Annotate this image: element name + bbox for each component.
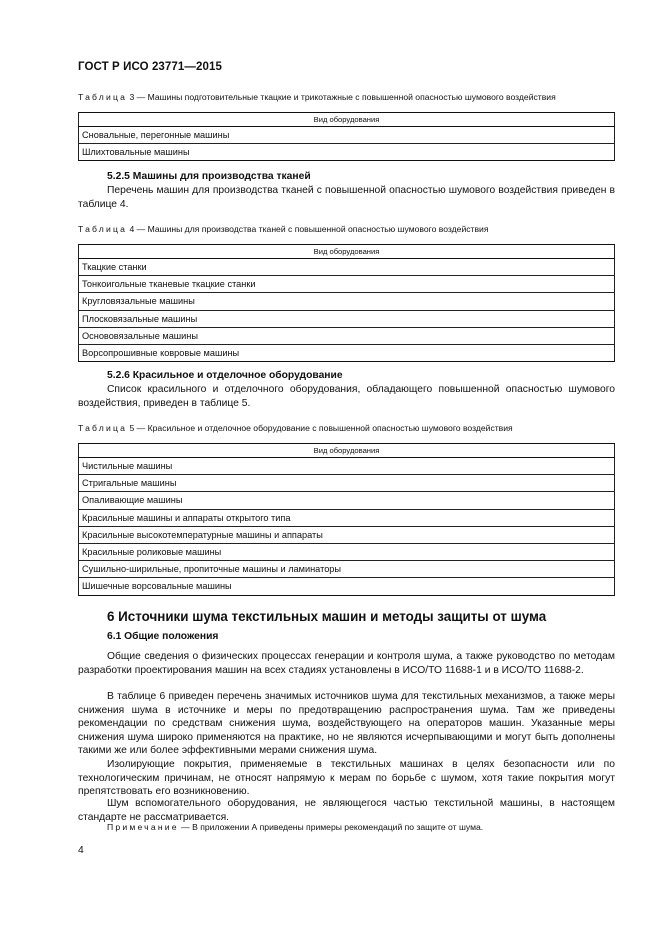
caption-text: 5 — Красильное и отделочное оборудование с повышенной опасностью шумового воздействия xyxy=(127,423,513,433)
table-row xyxy=(79,293,615,310)
table-cell: Опаливающие машины xyxy=(79,492,615,509)
table-row xyxy=(79,509,615,526)
table-cell: Чистильные машины xyxy=(79,458,615,475)
table-row xyxy=(79,458,615,475)
note-text: — В приложении А приведены примеры рекомендаций по защите от шума. xyxy=(178,822,484,832)
table-3-caption xyxy=(78,92,556,102)
table-cell: Красильные высокотемпературные машины и аппараты xyxy=(79,526,615,543)
table-row xyxy=(79,475,615,492)
table-row xyxy=(79,276,615,293)
paragraph-text: Перечень машин для производства тканей с повышенной опасностью шумового воздействия приведен в таблице 4. xyxy=(78,185,615,210)
table-cell: Шишечные ворсовальные машины xyxy=(79,578,615,595)
caption-label: Таблица xyxy=(78,224,128,234)
table-row xyxy=(79,578,615,595)
column-header: Вид оборудования xyxy=(79,113,615,127)
column-header: Вид оборудования xyxy=(79,245,615,259)
table-row xyxy=(79,543,615,560)
table-cell: Стригальные машины xyxy=(79,475,615,492)
table-5 xyxy=(78,443,615,596)
caption-text: 4 — Машины для производства тканей с повышенной опасностью шумового воздействия xyxy=(127,224,489,234)
paragraph-text: Шум вспомогательного оборудования, не являющегося частью текстильной машины, в настоящем стандарте не рассматривается. xyxy=(78,798,615,823)
paragraph-text: Список красильного и отделочного оборудования, обладающего повышенной опасностью шумового воздействия, приведен в таблице 5. xyxy=(78,384,615,409)
section-6-1-paragraph-4 xyxy=(78,797,615,824)
table-cell: Сновальные, перегонные машины xyxy=(79,127,615,144)
table-row xyxy=(79,127,615,144)
table-cell: Красильные роликовые машины xyxy=(79,543,615,560)
section-6-1-paragraph-3 xyxy=(78,758,615,799)
section-5-2-5-text xyxy=(78,184,615,211)
table-3 xyxy=(78,112,615,161)
section-6-heading: 6 Источники шума текстильных машин и методы защиты от шума xyxy=(107,609,547,624)
caption-label: Таблица xyxy=(78,423,128,433)
section-5-2-6-text xyxy=(78,383,615,410)
page-number: 4 xyxy=(78,845,84,856)
section-6-1-paragraph-2 xyxy=(78,690,615,758)
table-cell: Шлихтовальные машины xyxy=(79,144,615,161)
section-6-1-paragraph-1 xyxy=(78,650,615,677)
table-row xyxy=(79,526,615,543)
table-cell: Ткацкие станки xyxy=(79,259,615,276)
table-5-caption xyxy=(78,423,513,433)
table-row xyxy=(79,259,615,276)
table-cell: Тонкоигольные тканевые ткацкие станки xyxy=(79,276,615,293)
paragraph-text: Общие сведения о физических процессах генерации и контроля шума, а также руководство по методам разработки проектирования машин на всех стадиях установлены в ИСО/ТО 11688-1 и в ИСО/ТО 11688-2. xyxy=(78,651,615,676)
table-cell: Кругловязальные машины xyxy=(79,293,615,310)
paragraph-text: Изолирующие покрытия, применяемые в текстильных машинах в целях безопасности или по технологическим причинам, не относят напрямую к мерам по борьбе с шумом, хотя такие покрытия могут препятствовать его возникновению. xyxy=(78,759,615,798)
caption-label: Таблица xyxy=(78,92,128,102)
table-4 xyxy=(78,244,615,362)
table-row xyxy=(79,327,615,344)
section-5-2-5-title: 5.2.5 Машины для производства тканей xyxy=(107,171,311,182)
table-row xyxy=(79,344,615,361)
table-4-caption xyxy=(78,224,489,234)
table-cell: Основовязальные машины xyxy=(79,327,615,344)
column-header: Вид оборудования xyxy=(79,444,615,458)
note xyxy=(107,822,483,832)
table-row xyxy=(79,492,615,509)
table-row xyxy=(79,561,615,578)
table-cell: Ворсопрошивные ковровые машины xyxy=(79,344,615,361)
table-cell: Плосковязальные машины xyxy=(79,310,615,327)
table-cell: Красильные машины и аппараты открытого типа xyxy=(79,509,615,526)
note-label: Примечание xyxy=(107,822,179,832)
table-row xyxy=(79,310,615,327)
document-code-header: ГОСТ Р ИСО 23771—2015 xyxy=(78,61,223,73)
table-cell: Сушильно-ширильные, пропиточные машины и ламинаторы xyxy=(79,561,615,578)
paragraph-text: В таблице 6 приведен перечень значимых источников шума для текстильных механизмов, а также меры снижения шума в источнике и меры по предотвращению распространения шума. Там же приведены рекомендации по средствам снижения шума, воздействующего на операторов машин. Указанные меры снижения шума широко применяются на практике, но не являются исчерпывающими и могут быть дополнены такими же или более эффективными мерами снижения шума. xyxy=(78,691,615,757)
section-5-2-6-title: 5.2.6 Красильное и отделочное оборудование xyxy=(107,370,343,381)
section-6-1-heading: 6.1 Общие положения xyxy=(107,631,219,642)
caption-text: 3 — Машины подготовительные ткацкие и трикотажные с повышенной опасностью шумового воздействия xyxy=(127,92,556,102)
table-row xyxy=(79,144,615,161)
